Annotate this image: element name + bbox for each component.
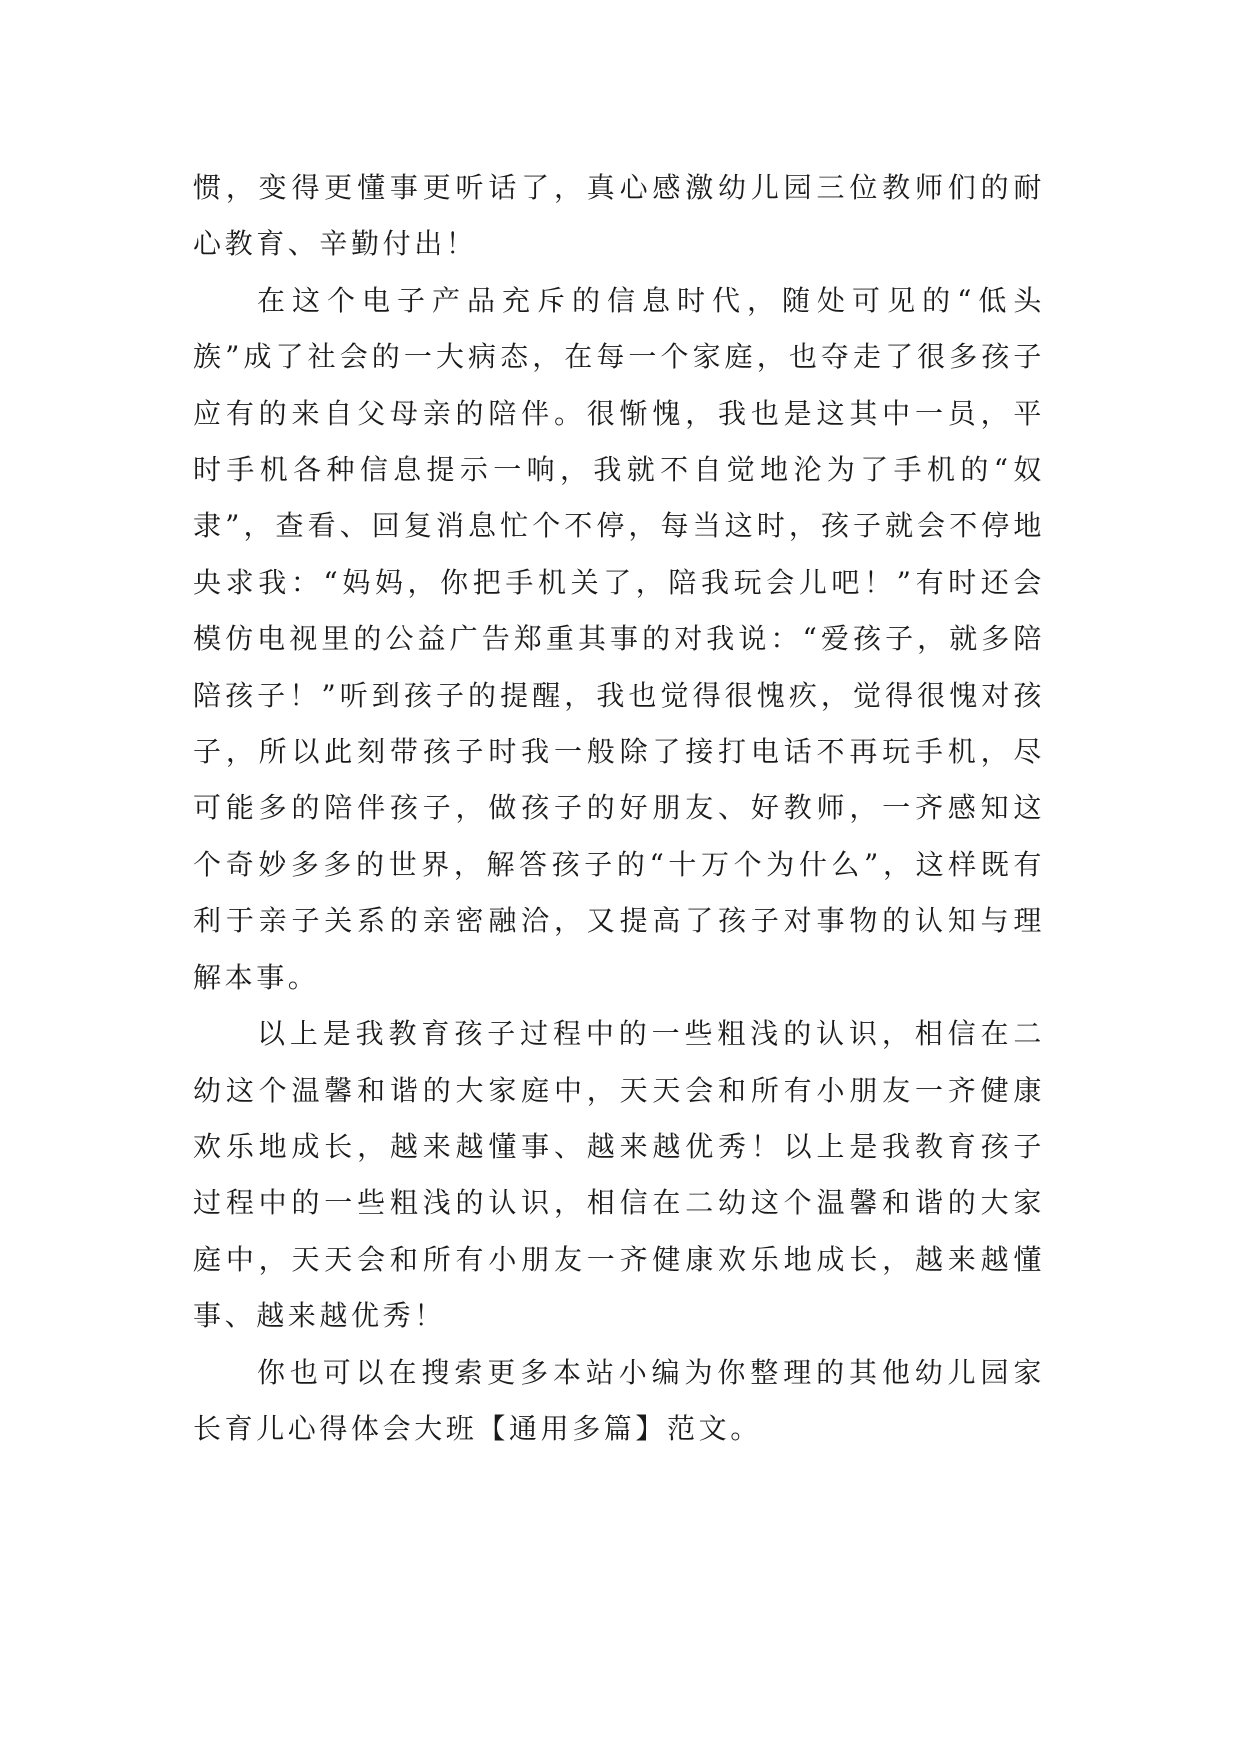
paragraph-2: 在这个电子产品充斥的信息时代，随处可见的“低头族”成了社会的一大病态，在每一个家庭，也夺走了很多孩子应有的来自父母亲的陪伴。很惭愧，我也是这其中一员，平时手机各种信息提示一响，我就不自觉地沦为了手机的“奴隶”，查看、回复消息忙个不停，每当这时，孩子就会不停地央求我：“妈妈，你把手机关了，陪我玩会儿吧！”有时还会模仿电视里的公益广告郑重其事的对我说：“爱孩子，就多陪陪孩子！”听到孩子的提醒，我也觉得很愧疚，觉得很愧对孩子，所以此刻带孩子时我一般除了接打电话不再玩手机，尽可能多的陪伴孩子，做孩子的好朋友、好教师，一齐感知这个奇妙多多的世界，解答孩子的“十万个为什么”，这样既有利于亲子关系的亲密融洽，又提高了孩子对事物的认知与理解本事。 [193, 283, 1045, 994]
paragraph-4: 你也可以在搜索更多本站小编为你整理的其他幼儿园家长育儿心得体会大班【通用多篇】范文。 [193, 1355, 1045, 1445]
body-text [193, 160, 1045, 1457]
paragraph-1: 惯，变得更懂事更听话了，真心感激幼儿园三位教师们的耐心教育、辛勤付出！ [193, 171, 1045, 261]
paragraph-3: 以上是我教育孩子过程中的一些粗浅的认识，相信在二幼这个温馨和谐的大家庭中，天天会和所有小朋友一齐健康欢乐地成长，越来越懂事、越来越优秀！以上是我教育孩子过程中的一些粗浅的认识，相信在二幼这个温馨和谐的大家庭中，天天会和所有小朋友一齐健康欢乐地成长，越来越懂事、越来越优秀！ [193, 1017, 1045, 1333]
